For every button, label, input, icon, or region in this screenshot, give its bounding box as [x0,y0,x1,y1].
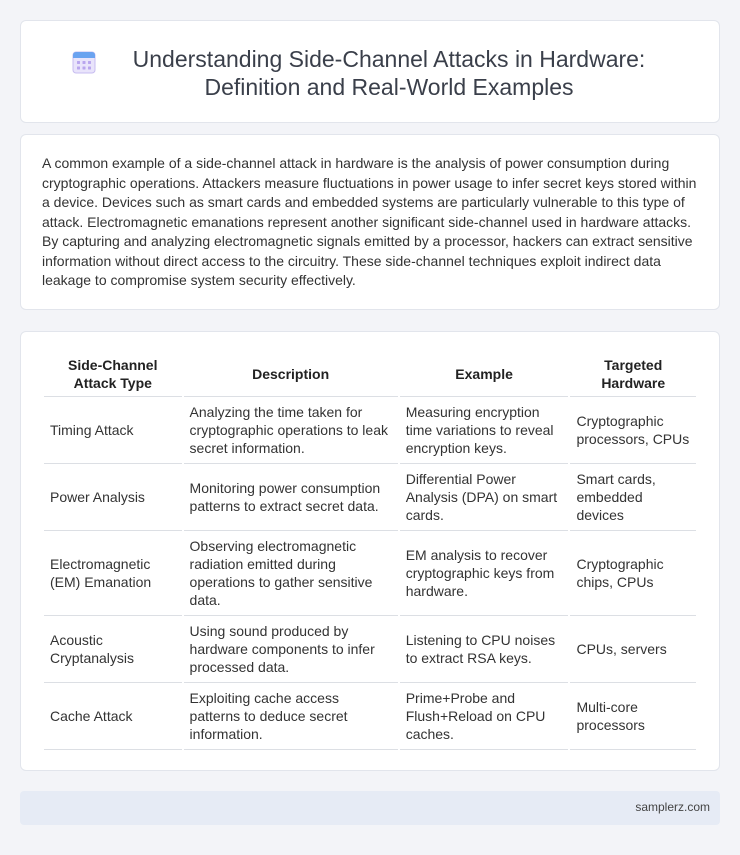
intro-paragraph: A common example of a side-channel attack in hardware is the analysis of power consumption during cryptographic operations. Attackers measure fluctuations in power usage to infer secret keys stored within a device. Devices such as smart cards and embedded systems are particularly vulnerable to this type of attack. Electromagnetic emanations represent another significant side-channel used in hardware attacks. By capturing and analyzing electromagnetic signals emitted by a processor, hackers can extract sensitive information without direct access to the circuitry. These side-channel techniques exploit indirect data leakage to compromise system security effectively. [42,155,697,288]
table-cell: Power Analysis [44,464,182,531]
column-header: Targeted Hardware [570,352,696,397]
table-cell: Listening to CPU noises to extract RSA keys. [400,616,569,683]
table-cell: Analyzing the time taken for cryptographic operations to leak secret information. [184,397,398,464]
table-cell: EM analysis to recover cryptographic keys from hardware. [400,531,569,616]
table-row [44,464,696,531]
table-cell: Monitoring power consumption patterns to extract secret data. [184,464,398,531]
footer-site-label: samplerz.com [635,800,710,814]
table-cell: Smart cards, embedded devices [570,464,696,531]
table-row [44,683,696,750]
table-cell: Exploiting cache access patterns to deduce secret information. [184,683,398,750]
table-cell: Acoustic Cryptanalysis [44,616,182,683]
table-cell: Using sound produced by hardware components to infer processed data. [184,616,398,683]
table-cell: Prime+Probe and Flush+Reload on CPU caches. [400,683,569,750]
table-cell: Cache Attack [44,683,182,750]
page-title: Understanding Side-Channel Attacks in Hardware: Definition and Real-World Examples [132,46,646,100]
column-header: Side-Channel Attack Type [44,352,182,397]
table-cell: Cryptographic processors, CPUs [570,397,696,464]
table-cell: Multi-core processors [570,683,696,750]
table-cell: CPUs, servers [570,616,696,683]
table-cell: Measuring encryption time variations to reveal encryption keys. [400,397,569,464]
table-cell: Timing Attack [44,397,182,464]
column-header: Example [400,352,569,397]
table-cell: Cryptographic chips, CPUs [570,531,696,616]
table-row [44,531,696,616]
attacks-table [42,352,698,750]
calendar-grid-icon [71,49,97,75]
table-cell: Electromagnetic (EM) Emanation [44,531,182,616]
footer [20,791,720,825]
table-card [20,331,720,771]
table-header-row [44,352,696,397]
column-header: Description [184,352,398,397]
table-cell: Differential Power Analysis (DPA) on smart cards. [400,464,569,531]
table-cell: Observing electromagnetic radiation emitted during operations to gather sensitive data. [184,531,398,616]
title-card [20,20,720,123]
intro-card [20,134,720,310]
table-row [44,397,696,464]
table-row [44,616,696,683]
